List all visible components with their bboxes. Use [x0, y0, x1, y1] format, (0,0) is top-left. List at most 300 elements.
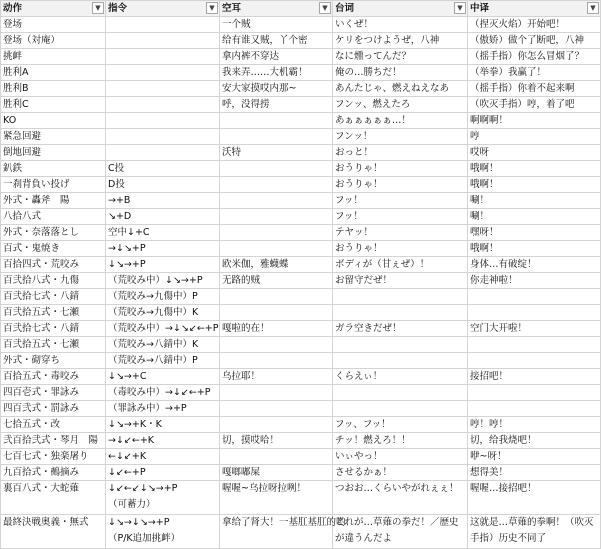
cell-text: これが…草薙の拳だ！／歴史 — [335, 517, 459, 528]
cell-action[interactable] — [1, 369, 106, 385]
cell-text-line2: 手指）历史不同了 — [470, 533, 547, 544]
cell-command[interactable] — [106, 401, 220, 417]
cell-action[interactable] — [1, 353, 106, 369]
cell-line[interactable] — [333, 193, 468, 209]
cell-text: 俺の…勝ちだ！ — [335, 67, 402, 78]
cell-line[interactable] — [333, 257, 468, 273]
header-cell-translation[interactable] — [468, 1, 601, 17]
cell-text: 哼 — [470, 131, 480, 142]
cell-translation[interactable] — [468, 17, 601, 33]
cell-action[interactable] — [1, 33, 106, 49]
header-label: 台词 — [335, 3, 355, 14]
table-row — [1, 81, 601, 97]
cell-text: 喔喔…接招吧！ — [470, 483, 537, 494]
cell-text: ガラ空きだぜ！ — [335, 323, 402, 334]
table-row — [1, 209, 601, 225]
table-row — [1, 321, 601, 337]
cell-line[interactable] — [333, 145, 468, 161]
cell-soramimi[interactable] — [220, 81, 333, 97]
cell-soramimi[interactable] — [220, 17, 333, 33]
cell-command[interactable] — [106, 113, 220, 129]
cell-text: 空门大开啦！ — [470, 323, 528, 334]
cell-command[interactable] — [106, 209, 220, 225]
cell-action[interactable] — [1, 305, 106, 321]
header-row — [1, 1, 601, 17]
cell-text-line2: が違うんだよ — [335, 533, 393, 544]
cell-text: 弐百拾弐式・琴月 陽 — [3, 435, 99, 446]
cell-text: テヤッ！ — [335, 227, 374, 238]
cell-line[interactable] — [333, 369, 468, 385]
cell-text: C投 — [108, 163, 125, 174]
cell-soramimi[interactable] — [220, 417, 333, 433]
cell-text: おうりゃ！ — [335, 163, 383, 174]
cell-text: （荒咬み→八錆中）P — [108, 355, 198, 366]
cell-text: させるかぁ！ — [335, 467, 393, 478]
table-row — [1, 401, 601, 417]
cell-text: 沃特 — [222, 147, 242, 158]
cell-text: 胜利B — [3, 83, 29, 94]
cell-translation[interactable] — [468, 433, 601, 449]
cell-line[interactable] — [333, 241, 468, 257]
cell-action[interactable] — [1, 81, 106, 97]
cell-soramimi[interactable] — [220, 241, 333, 257]
cell-text: 你走神啦！ — [470, 275, 518, 286]
cell-translation[interactable] — [468, 465, 601, 481]
cell-command[interactable] — [106, 97, 220, 113]
cell-text: （荒咬み中）→↓↘↙←+P — [108, 323, 219, 334]
cell-text: KO — [3, 115, 17, 126]
cell-command[interactable] — [106, 449, 220, 465]
cell-line[interactable] — [333, 161, 468, 177]
table-row — [1, 193, 601, 209]
filter-dropdown-icon[interactable]: ▼ — [92, 2, 104, 14]
cell-command[interactable] — [106, 369, 220, 385]
header-label: 动作 — [3, 3, 23, 14]
cell-action[interactable] — [1, 417, 106, 433]
cell-action[interactable] — [1, 515, 106, 549]
cell-action[interactable] — [1, 49, 106, 65]
table-row — [1, 161, 601, 177]
cell-line[interactable] — [333, 81, 468, 97]
cell-translation[interactable] — [468, 33, 601, 49]
cell-line[interactable] — [333, 321, 468, 337]
cell-line[interactable] — [333, 113, 468, 129]
cell-text: 挑衅 — [3, 51, 23, 62]
cell-text: お留守だぜ！ — [335, 275, 393, 286]
cell-text: 倒地回避 — [3, 147, 42, 158]
table-row — [1, 385, 601, 401]
cell-command[interactable] — [106, 257, 220, 273]
cell-command[interactable] — [106, 353, 220, 369]
cell-text: （摇手指）你着不起来啊 — [470, 83, 575, 94]
cell-soramimi[interactable] — [220, 177, 333, 193]
cell-soramimi[interactable] — [220, 321, 333, 337]
cell-line[interactable] — [333, 433, 468, 449]
cell-translation[interactable] — [468, 417, 601, 433]
cell-text: 八拾八式 — [3, 211, 42, 222]
cell-text: 啊啊啊！ — [470, 115, 509, 126]
cell-text: つおお…くらいやがれぇぇ！ — [335, 483, 459, 494]
cell-command[interactable] — [106, 337, 220, 353]
cell-text: 乌拉耶！ — [222, 371, 261, 382]
cell-soramimi[interactable] — [220, 225, 333, 241]
cell-line[interactable] — [333, 465, 468, 481]
cell-translation[interactable] — [468, 209, 601, 225]
cell-line[interactable] — [333, 129, 468, 145]
cell-text: 百弐拾七式・八錆 — [3, 291, 80, 302]
cell-translation[interactable] — [468, 401, 601, 417]
cell-soramimi[interactable] — [220, 433, 333, 449]
cell-translation[interactable] — [468, 97, 601, 113]
table-row — [1, 449, 601, 465]
cell-translation[interactable] — [468, 65, 601, 81]
cell-line[interactable] — [333, 225, 468, 241]
cell-text: 嘎啦的在！ — [222, 323, 270, 334]
header-cell-action[interactable] — [1, 1, 106, 17]
header-cell-soramimi[interactable] — [220, 1, 333, 17]
cell-command[interactable] — [106, 17, 220, 33]
cell-command[interactable] — [106, 81, 220, 97]
header-label: 中译 — [470, 3, 490, 14]
cell-action[interactable] — [1, 401, 106, 417]
cell-line[interactable] — [333, 209, 468, 225]
cell-text: くらえぃ！ — [335, 371, 383, 382]
cell-text: 我来弄……大机霸！ — [222, 67, 308, 78]
cell-command[interactable] — [106, 225, 220, 241]
cell-text: 喔喔~乌拉呀拉咧！ — [222, 483, 306, 494]
cell-translation[interactable] — [468, 113, 601, 129]
cell-text: 釟鉄 — [3, 163, 23, 174]
table-row — [1, 273, 601, 289]
cell-text: 九百拾式・鵺摘み — [3, 467, 80, 478]
cell-line[interactable] — [333, 515, 468, 549]
cell-translation[interactable] — [468, 129, 601, 145]
cell-text: おっと！ — [335, 147, 374, 158]
cell-translation[interactable] — [468, 337, 601, 353]
cell-command[interactable] — [106, 49, 220, 65]
cell-line[interactable] — [333, 481, 468, 515]
cell-text: 七百七式・独楽屠り — [3, 451, 89, 462]
cell-text-line2: （可蓄力） — [108, 499, 156, 510]
cell-action[interactable] — [1, 161, 106, 177]
cell-translation[interactable] — [468, 49, 601, 65]
cell-text: 百拾五式・毒咬み — [3, 371, 80, 382]
cell-line[interactable] — [333, 17, 468, 33]
cell-command[interactable] — [106, 193, 220, 209]
cell-translation[interactable] — [468, 257, 601, 273]
cell-text: 登场（対庵） — [3, 35, 61, 46]
cell-translation[interactable] — [468, 481, 601, 515]
cell-soramimi[interactable] — [220, 113, 333, 129]
cell-line[interactable] — [333, 273, 468, 289]
cell-text: 咿~呀！ — [470, 451, 507, 462]
cell-text: ↘+D — [108, 211, 132, 222]
cell-text: 百弐拾七式・八錆 — [3, 323, 80, 334]
table-row — [1, 225, 601, 241]
cell-command[interactable] — [106, 129, 220, 145]
cell-soramimi[interactable] — [220, 33, 333, 49]
cell-translation[interactable] — [468, 81, 601, 97]
cell-line[interactable] — [333, 65, 468, 81]
cell-soramimi[interactable] — [220, 449, 333, 465]
cell-action[interactable] — [1, 385, 106, 401]
table-row — [1, 289, 601, 305]
cell-command[interactable] — [106, 321, 220, 337]
cell-command[interactable] — [106, 145, 220, 161]
cell-soramimi[interactable] — [220, 337, 333, 353]
cell-text: 欧米伽，雅蠛蝶 — [222, 259, 289, 270]
cell-translation[interactable] — [468, 193, 601, 209]
cell-action[interactable] — [1, 177, 106, 193]
cell-text: 哦啊！ — [470, 243, 499, 254]
cell-line[interactable] — [333, 449, 468, 465]
header-label: 空耳 — [222, 3, 242, 14]
cell-soramimi[interactable] — [220, 369, 333, 385]
cell-text: 这就是…草薙的拳啊！（吹灭 — [470, 517, 594, 528]
cell-command[interactable] — [106, 465, 220, 481]
cell-line[interactable] — [333, 97, 468, 113]
cell-action[interactable] — [1, 273, 106, 289]
cell-soramimi[interactable] — [220, 353, 333, 369]
cell-text: 紧急回避 — [3, 131, 42, 142]
cell-text: 百弐拾五式・七瀬 — [3, 307, 80, 318]
table-row — [1, 241, 601, 257]
cell-text: 唰！ — [470, 211, 490, 222]
cell-action[interactable] — [1, 241, 106, 257]
cell-text: 外式・轟斧 陽 — [3, 195, 70, 206]
cell-text: 最終決戦奥義・無式 — [3, 517, 89, 528]
cell-command[interactable] — [106, 481, 220, 515]
cell-translation[interactable] — [468, 449, 601, 465]
cell-command[interactable] — [106, 305, 220, 321]
cell-text: 哦啊！ — [470, 163, 499, 174]
cell-text: ケリをつけようぜ，八神 — [335, 35, 440, 46]
table-row — [1, 337, 601, 353]
cell-soramimi[interactable] — [220, 193, 333, 209]
cell-text: いくぜ！ — [335, 19, 374, 30]
cell-action[interactable] — [1, 17, 106, 33]
cell-soramimi[interactable] — [220, 465, 333, 481]
cell-line[interactable] — [333, 289, 468, 305]
cell-action[interactable] — [1, 129, 106, 145]
cell-command[interactable] — [106, 241, 220, 257]
cell-text: あぁぁぁぁぁ…！ — [335, 115, 411, 126]
cell-command[interactable] — [106, 289, 220, 305]
cell-line[interactable] — [333, 353, 468, 369]
cell-text: おうりゃ！ — [335, 179, 383, 190]
cell-soramimi[interactable] — [220, 305, 333, 321]
cell-text: ↓↘→↓↘→+P — [108, 517, 170, 528]
cell-text: D投 — [108, 179, 125, 190]
cell-text: 外式・奈落落とし — [3, 227, 80, 238]
cell-text: 四百弐式・罰詠み — [3, 403, 80, 414]
cell-line[interactable] — [333, 305, 468, 321]
cell-translation[interactable] — [468, 289, 601, 305]
cell-soramimi[interactable] — [220, 401, 333, 417]
cell-action[interactable] — [1, 433, 106, 449]
table-row — [1, 257, 601, 273]
cell-text: 百弐拾五式・七瀬 — [3, 339, 80, 350]
cell-text: 裏百八式・大蛇薙 — [3, 483, 80, 494]
cell-text: おうりゃ！ — [335, 243, 383, 254]
cell-translation[interactable] — [468, 161, 601, 177]
cell-action[interactable] — [1, 289, 106, 305]
cell-text: 七拾五式・改 — [3, 419, 61, 430]
header-cell-line[interactable] — [333, 1, 468, 17]
cell-line[interactable] — [333, 401, 468, 417]
cell-translation[interactable] — [468, 273, 601, 289]
cell-text: （傲娇）做个了断吧，八神 — [470, 35, 585, 46]
cell-soramimi[interactable] — [220, 97, 333, 113]
cell-action[interactable] — [1, 209, 106, 225]
cell-soramimi[interactable] — [220, 145, 333, 161]
table-row — [1, 65, 601, 81]
cell-text: →↓↙←+K — [108, 435, 155, 446]
table-row — [1, 465, 601, 481]
table-row — [1, 129, 601, 145]
cell-soramimi[interactable] — [220, 209, 333, 225]
cell-text: （荒咬み→九傷中）P — [108, 291, 198, 302]
cell-text: 拿给了肾大！一基肛基肛的哟 — [222, 517, 346, 528]
cell-text: フンッ、燃えたろ — [335, 99, 411, 110]
cell-text: ↓↘→+K・K — [108, 419, 162, 430]
cell-text: →↓↘+P — [108, 243, 146, 254]
cell-translation[interactable] — [468, 305, 601, 321]
cell-text: フッ、フッ！ — [335, 419, 391, 430]
cell-text: ↓↙←+P — [108, 467, 146, 478]
cell-text: 胜利A — [3, 67, 29, 78]
cell-text: （毒咬み中）→↓↙←+P — [108, 387, 211, 398]
cell-action[interactable] — [1, 257, 106, 273]
cell-text: 哦啊！ — [470, 179, 499, 190]
cell-action[interactable] — [1, 465, 106, 481]
table-row — [1, 417, 601, 433]
cell-soramimi[interactable] — [220, 257, 333, 273]
cell-translation[interactable] — [468, 353, 601, 369]
cell-text: 胜利C — [3, 99, 29, 110]
cell-action[interactable] — [1, 337, 106, 353]
cell-soramimi[interactable] — [220, 49, 333, 65]
cell-text: 一个贼 — [222, 19, 251, 30]
cell-text: （举拳）我赢了！ — [470, 67, 547, 78]
cell-translation[interactable] — [468, 385, 601, 401]
filter-dropdown-icon[interactable]: ▼ — [319, 2, 331, 14]
cell-line[interactable] — [333, 385, 468, 401]
cell-action[interactable] — [1, 145, 106, 161]
filter-dropdown-icon[interactable]: ▼ — [587, 2, 599, 14]
cell-text: 接招吧！ — [470, 371, 509, 382]
cell-command[interactable] — [106, 385, 220, 401]
cell-soramimi[interactable] — [220, 289, 333, 305]
filter-dropdown-icon[interactable]: ▼ — [454, 2, 466, 14]
cell-soramimi[interactable] — [220, 385, 333, 401]
cell-text: 哎呀 — [470, 147, 490, 158]
cell-action[interactable] — [1, 113, 106, 129]
table-row — [1, 17, 601, 33]
cell-translation[interactable] — [468, 241, 601, 257]
cell-command[interactable] — [106, 515, 220, 549]
cell-command[interactable] — [106, 417, 220, 433]
cell-text: 身体…有破绽！ — [470, 259, 537, 270]
cell-action[interactable] — [1, 193, 106, 209]
table-row — [1, 33, 601, 49]
cell-text: 安大家摸哎内那~ — [222, 83, 297, 94]
cell-line[interactable] — [333, 337, 468, 353]
cell-action[interactable] — [1, 449, 106, 465]
cell-command[interactable] — [106, 161, 220, 177]
table-row — [1, 481, 601, 515]
cell-text: 嘿呀！ — [470, 227, 499, 238]
cell-text: ←↓↙+K — [108, 451, 147, 462]
cell-translation[interactable] — [468, 321, 601, 337]
cell-soramimi[interactable] — [220, 273, 333, 289]
cell-text: 百弐拾八式・九傷 — [3, 275, 80, 286]
cell-command[interactable] — [106, 177, 220, 193]
table-body — [1, 17, 601, 549]
cell-text: （荒咬み中）↓↘→+P — [108, 275, 203, 286]
cell-text: 一刹背負い投げ — [3, 179, 70, 190]
cell-soramimi[interactable] — [220, 515, 346, 549]
cell-text: フッ！ — [335, 211, 363, 222]
table-row — [1, 97, 601, 113]
cell-translation[interactable] — [468, 145, 601, 161]
cell-text: ↓↘→+P — [108, 259, 146, 270]
cell-text: 想得美！ — [470, 467, 509, 478]
cell-command[interactable] — [106, 33, 220, 49]
table-row — [1, 515, 601, 549]
cell-text: いぃやっ！ — [335, 451, 383, 462]
cell-command[interactable] — [106, 433, 220, 449]
cell-text: 拿内裤不穿达 — [222, 51, 280, 62]
header-cell-command[interactable] — [106, 1, 220, 17]
cell-line[interactable] — [333, 417, 468, 433]
cell-text: ↓↘→+C — [108, 371, 147, 382]
cell-translation[interactable] — [468, 369, 601, 385]
cell-translation[interactable] — [468, 177, 601, 193]
cell-soramimi[interactable] — [220, 129, 333, 145]
cell-text: 嘎啷嘟屎 — [222, 467, 261, 478]
filter-dropdown-icon[interactable]: ▼ — [206, 2, 218, 14]
cell-action[interactable] — [1, 321, 106, 337]
cell-text: 切，摸哎哈！ — [222, 435, 280, 446]
cell-text: ↓↙←↙↓↘→+P — [108, 483, 178, 494]
cell-translation[interactable] — [468, 225, 601, 241]
cell-command[interactable] — [106, 65, 220, 81]
cell-command[interactable] — [106, 273, 220, 289]
cell-text: フンッ！ — [335, 131, 373, 142]
cell-text: （捏灭火焰）开始吧！ — [470, 19, 566, 30]
table-row — [1, 433, 601, 449]
cell-action[interactable] — [1, 481, 106, 515]
cell-text: なに燻ってんだ？ — [335, 51, 412, 62]
cell-soramimi[interactable] — [220, 481, 333, 515]
cell-soramimi[interactable] — [220, 65, 333, 81]
cell-translation[interactable] — [468, 515, 601, 549]
cell-text-line2: （P/K追加挑衅） — [108, 533, 181, 544]
cell-text: 百式・鬼焼き — [3, 243, 61, 254]
table-row — [1, 369, 601, 385]
cell-line[interactable] — [333, 49, 468, 65]
cell-soramimi[interactable] — [220, 161, 333, 177]
cell-line[interactable] — [333, 177, 468, 193]
cell-action[interactable] — [1, 65, 106, 81]
cell-text: あんたじゃ、燃えねえなあ — [335, 83, 450, 94]
cell-action[interactable] — [1, 225, 106, 241]
cell-text: （吹灭手指）哼，着了吧 — [470, 99, 575, 110]
cell-line[interactable] — [333, 33, 468, 49]
cell-text: 外式・砌穿ち — [3, 355, 61, 366]
cell-action[interactable] — [1, 97, 106, 113]
